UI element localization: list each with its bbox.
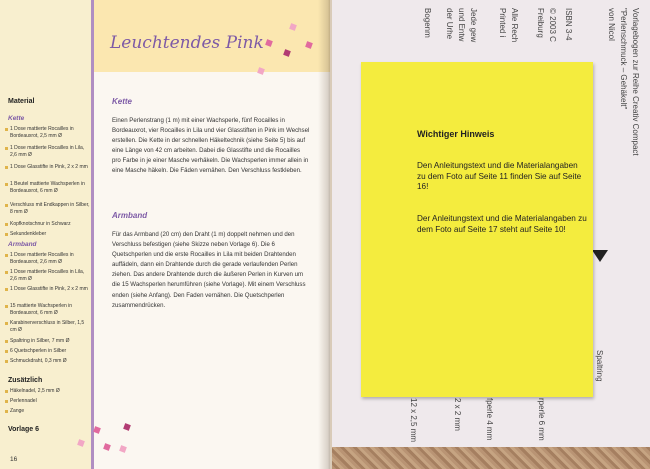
kette-subheading: Kette bbox=[8, 115, 25, 122]
note-title: Wichtiger Hinweis bbox=[417, 129, 495, 139]
material-item: Kopfknotschnur in Schwarz bbox=[10, 221, 90, 228]
imprint-line: Printed i bbox=[498, 8, 507, 38]
material-item: 1 Dose mattierte Rocailles in Bordeauxrot, 2,6 mm Ø bbox=[10, 252, 90, 266]
zusaetzlich-heading: Zusätzlich bbox=[8, 377, 43, 384]
imprint-line: ISBN 3-4 bbox=[564, 8, 573, 41]
material-heading: Material bbox=[8, 98, 35, 105]
page-gutter-shadow bbox=[318, 0, 330, 469]
note-paragraph-1: Den Anleitungstext und die Materialangaben zu dem Foto auf Seite 11 finden Sie auf Seite 16! bbox=[417, 161, 582, 192]
bead-label: rperle 6 mm bbox=[537, 398, 546, 441]
page-number: 16 bbox=[10, 456, 18, 463]
material-item: 1 Dose Glasstifte in Pink, 2 x 2 mm bbox=[10, 164, 90, 171]
armband-heading: Armband bbox=[112, 211, 148, 220]
bead-label: 2 x 2 mm bbox=[453, 398, 462, 431]
material-item: Spaltring in Silber, 7 mm Ø bbox=[10, 338, 90, 345]
material-item: Perlennadel bbox=[10, 398, 90, 405]
material-item: Verschluss mit Endkappen in Silber, 8 mm Ø bbox=[10, 202, 90, 215]
material-item: 1 Dose Glasstifte in Pink, 2 x 2 mm bbox=[10, 286, 90, 293]
bead-decoration bbox=[119, 445, 127, 453]
bead-label: 12 x 2,5 mm bbox=[409, 398, 418, 443]
bead-decoration bbox=[93, 426, 101, 434]
imprint-line: Freiburg bbox=[536, 8, 545, 38]
material-item: 15 mattierte Wachsperlen in Bordeauxrot, 6 mm Ø bbox=[10, 303, 90, 317]
imprint-line: der Urhe bbox=[445, 8, 454, 40]
imprint-line: Bogenm bbox=[423, 8, 432, 38]
kette-instructions: Einen Perlenstrang (1 m) mit einer Wachsperle, fünf Rocailles in Bordeauxrot, vier Rocailles in Lila und vier Glasstiften in Pink im Wechsel erstellen. Die Kette in der schnellen Häkeltechnik (siehe Seite 5) bis auf eine Länge von 42 cm arbeiten. Dabei die Glasstifte und die Rocailles pro Farbe in je einer Masche verhäkeln. Die Wachsperlen immer allein in eine Masche häkeln. Die Fäden vernähen. Den Verschluss festkleben. bbox=[112, 117, 310, 175]
imprint-line: Vorlagebogen zur Reihe Creativ Compact bbox=[631, 8, 640, 156]
template-marker bbox=[592, 250, 608, 262]
background-texture bbox=[332, 447, 650, 469]
material-item: 1 Beutel mattierte Wachsperlen in Bordeauxrot, 6 mm Ø bbox=[10, 181, 90, 195]
imprint-line: und Entw bbox=[457, 8, 466, 42]
material-item: 1 Dose mattierte Rocailles in Lila, 2,6 mm Ø bbox=[10, 145, 90, 159]
material-item: Sekundenkleber bbox=[10, 231, 90, 238]
bead-decoration bbox=[257, 67, 265, 75]
material-item: 6 Quetschperlen in Silber bbox=[10, 348, 90, 355]
material-item: Häkelnadel, 2,5 mm Ø bbox=[10, 388, 90, 395]
bead-decoration bbox=[103, 443, 111, 451]
material-item: 1 Dose mattierte Rocailles in Bordeauxrot, 2,5 mm Ø bbox=[10, 126, 90, 140]
imprint-line: Jede gew bbox=[469, 8, 478, 43]
imprint-line: Alle Rech bbox=[510, 8, 519, 43]
kette-heading: Kette bbox=[112, 97, 133, 106]
vorlage-label: Vorlage 6 bbox=[8, 426, 39, 433]
bead-label: fperle 4 mm bbox=[485, 398, 494, 441]
sticky-note bbox=[361, 62, 593, 397]
page-title: Leuchtendes Pink bbox=[110, 33, 264, 53]
material-item: 1 Dose mattierte Rocailles in Lila, 2,6 mm Ø bbox=[10, 269, 90, 283]
material-item: Schmuckdraht, 0,3 mm Ø bbox=[10, 358, 90, 365]
imprint-line: © 2003 C bbox=[548, 8, 557, 42]
bead-decoration bbox=[123, 423, 131, 431]
armband-subheading: Armband bbox=[8, 241, 37, 248]
material-item: Karabinerverschluss in Silber, 1,5 cm Ø bbox=[10, 320, 90, 334]
bead-label: Spaltring bbox=[595, 350, 604, 382]
imprint-line: von Nicol bbox=[607, 8, 616, 41]
note-paragraph-2: Der Anleitungstext und die Materialangaben zu dem Foto auf Seite 17 steht auf Seite 10! bbox=[417, 214, 587, 234]
imprint-line: "Perlenschmuck – Gehäkelt" bbox=[619, 8, 628, 110]
armband-instructions: Für das Armband (20 cm) den Draht (1 m) doppelt nehmen und den Verschluss befestigen (siehe Skizze neben Vorlage 6). Die 6 Quetschperlen und die erste Rocailles in Lila mit beiden Drahtenden auffädeln, dann ein Drahtende durch die gerade verlaufenden Perlen ziehen. Das andere Drahtende durch die äußeren Perlen in Kurven um die 15 Wachsperlen herumführen (siehe Vorlage). Mit einem Verschluss enden (siehe Anfang). Den Faden vernähen. Die Quetschperlen zusammendrücken. bbox=[112, 231, 306, 309]
material-item: Zange bbox=[10, 408, 90, 415]
